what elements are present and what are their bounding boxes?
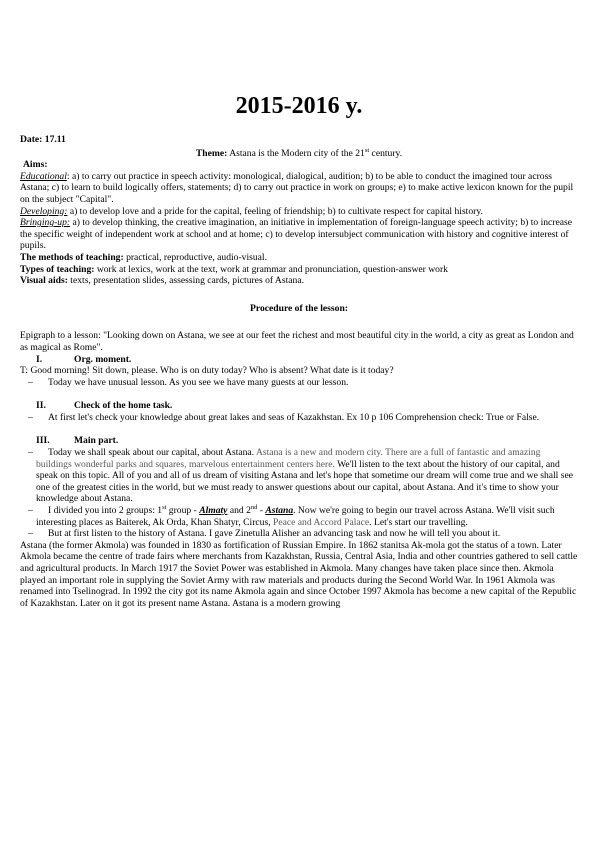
- org-dash-item: [20, 377, 578, 389]
- educational-text: : a) to carry out practice in speech activity: monological, dialogical, audition; b) to be able to conduct the imagined tour across Astana; c) to learn to build logically offers, statements; d) to carry out practice in work on groups; e) to make active lexicon known for the pupil on the subject "Capital".: [20, 170, 574, 205]
- section-3-title: Main part.: [74, 435, 119, 447]
- visual-text: texts, presentation slides, assessing cards, pictures of Astana.: [67, 275, 304, 287]
- teacher-greeting: T: Good morning! Sit down, please. Who is on duty today? Who is absent? What date is it today?: [20, 365, 394, 377]
- group-almaty: Almaty: [199, 505, 228, 517]
- aim-developing: [20, 206, 578, 218]
- dash-bullet: –: [28, 505, 33, 517]
- procedure-heading: Procedure of the lesson:: [250, 302, 348, 314]
- aim-educational: [20, 171, 578, 206]
- groups-c: and 2: [227, 505, 251, 517]
- history-paragraph: Astana (the former Akmola) was founded in 1830 as fortification of Russian Empire. In 1862 stanitsa Ak-mola got the status of a town. Later Akmola became the centre of trade fairs where merchants from Kazakhstan, Russia, Central Asia, India and other countries gathered to sell cattle and agricultural products. In March 1917 the Soviet Power was established in Akmola. Many changes have taken place since then. Akmola played an important role in supplying the Soviet Army with raw materials and products during the Second World War. In 1961 Akmola was renamed into Tselinograd. In 1992 the city got its name Akmola again and since October 1997 Akmola has become a new capital of the Republic of Kazakhstan. Later on it got its present name Astana. Astana is a modern growing: [20, 539, 578, 609]
- groups-f: Peace and Accord Palace: [273, 516, 370, 528]
- methods-label: The methods of teaching:: [20, 251, 124, 263]
- dash-bullet: –: [28, 411, 33, 423]
- org-dash-text: Today we have unusual lesson. As you see we have many guests at our lesson.: [48, 376, 349, 388]
- history-intro: But at first listen to the history of Astana. I gave Zinetulla Alisher an advancing task and now he will tell you about it.: [48, 528, 501, 540]
- section-1-number: I.: [36, 353, 43, 365]
- document-page: [20, 0, 578, 609]
- lesson-date: Date: 17.11: [20, 134, 66, 145]
- home-task-dash-item: [20, 412, 578, 424]
- document-title: 2015-2016 y.: [235, 93, 363, 119]
- visual-aids-line: [20, 275, 578, 287]
- dash-bullet: –: [28, 528, 33, 540]
- main-dash-1c: We'll listen to the text about the history of our capital, and speak on this topic. All of you and all of us dream of visiting Astana and let's hope that sometime our dream will come true and we shall see one of the greatest cities in the world, but we must ready to answer questions about our capital, about Astana. And it's time to show your knowledge about Astana.: [36, 458, 573, 505]
- main-dash-1b: Astana is a new and modern city. There are a full of fantastic and amazing buildings wonderful parks and squares, marvelous entertainment centers here.: [36, 447, 541, 470]
- groups-sup-1: st: [162, 503, 167, 511]
- aim-bringing-up: [20, 217, 578, 252]
- aims-label: Aims:: [23, 159, 48, 171]
- developing-text: a) to develop love and a pride for the capital, feeling of friendship; b) to cultivate respect for capital history.: [67, 205, 483, 217]
- main-dash-1a: Today we shall speak about our capital, about Astana.: [48, 447, 256, 459]
- theme-tail: century.: [369, 147, 403, 159]
- groups-b: group -: [166, 505, 200, 517]
- groups-g: . Let's start our travelling.: [369, 516, 468, 528]
- section-2-number: II.: [36, 400, 46, 412]
- types-label: Types of teaching:: [20, 263, 95, 275]
- epigraph: Epigraph to a lesson: "Looking down on Astana, we see at our feet the richest and most beautiful city in the world, a city as great as London and as magical as Rome".: [20, 330, 574, 353]
- section-1-title: Org. moment.: [74, 353, 132, 365]
- section-2-title: Check of the home task.: [74, 400, 173, 412]
- groups-sup-2: nd: [250, 503, 258, 511]
- groups-d: -: [257, 505, 266, 517]
- theme-label: Theme:: [195, 147, 228, 159]
- section-org-moment: [20, 354, 578, 366]
- section-home-task: [20, 400, 578, 412]
- main-dash-item-2: [20, 505, 578, 528]
- types-text: work at lexics, work at the text, work at grammar and pronunciation, question-answer work: [94, 263, 448, 275]
- methods-text: practical, reproductive, audio-visual.: [123, 251, 267, 263]
- visual-label: Visual aids:: [20, 275, 68, 287]
- section-main-part: [20, 435, 578, 447]
- methods-line: [20, 252, 578, 264]
- section-3-number: III.: [36, 435, 50, 447]
- groups-e: . Now we're going to begin our travel across Astana. We'll visit such interesting places as Baiterek, Ak Orda, Khan Shatyr, Circus,: [36, 505, 555, 528]
- group-astana: Astana: [265, 505, 294, 517]
- theme-sup: st: [364, 146, 370, 154]
- dash-bullet: –: [28, 376, 33, 388]
- educational-label: Educational: [20, 170, 67, 182]
- dash-bullet: –: [28, 447, 33, 459]
- lesson-theme: [20, 148, 578, 160]
- main-dash-item-1: [20, 447, 578, 505]
- bringing-text: a) to develop thinking, the creative imagination, an initiative in implementation of foreign-language speech activity; b) to increase the specific weight of independent work at school and at home; c) to develop intersubject communication with history and cognitive interest of pupils.: [20, 217, 573, 252]
- home-task-text: At first let's check your knowledge about great lakes and seas of Kazakhstan. Ex 10 p 106 Comprehension check: True or False.: [48, 411, 540, 423]
- types-line: [20, 264, 578, 276]
- bringing-label: Bringing-up:: [20, 217, 71, 229]
- developing-label: Developing:: [20, 205, 68, 217]
- groups-a: I divided you into 2 groups: 1: [48, 505, 163, 517]
- main-dash-item-3: [20, 528, 578, 540]
- theme-text: Astana is the Modern city of the 21: [227, 147, 365, 159]
